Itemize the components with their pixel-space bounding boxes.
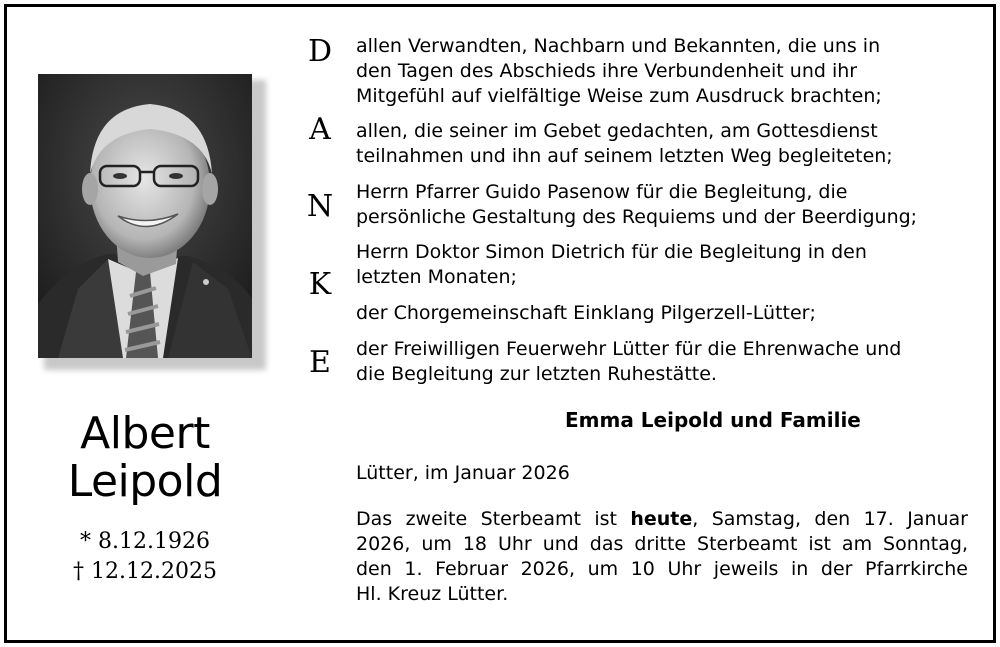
death-date: † 12.12.2025 — [73, 559, 217, 584]
place-date: Lütter, im Januar 2026 — [356, 462, 570, 484]
danke-letter-a: A — [309, 112, 331, 147]
thanks-line: der Chorgemeinschaft Einklang Pilgerzell-Lütter; — [356, 302, 816, 324]
thanks-line: der Freiwilligen Feuerwehr Lütter für die Ehrenwache und — [356, 338, 902, 360]
thanks-line: allen Verwandten, Nachbarn und Bekannten, die uns in — [356, 35, 881, 57]
thanks-line: teilnahmen und ihn auf seinem letzten Weg begleiteten; — [356, 145, 893, 167]
notice-emphasis: heute — [630, 508, 693, 530]
notice-text: Das zweite Sterbeamt ist — [356, 508, 631, 530]
deceased-last-name: Leipold — [67, 456, 223, 507]
thanks-line: Mitgefühl auf vielfältige Weise zum Ausdruck brachten; — [356, 85, 882, 107]
service-notice — [356, 507, 968, 607]
thanks-line: Herrn Doktor Simon Dietrich für die Begleitung in den — [356, 241, 867, 263]
thanks-line: den Tagen des Abschieds ihre Verbundenheit und ihr — [356, 60, 858, 82]
deceased-first-name: Albert — [80, 408, 210, 459]
notice-line: Hl. Kreuz Lütter. — [356, 583, 509, 605]
notice-line: den 1. Februar 2026, um 10 Uhr jeweils in der Pfarrkirche — [356, 558, 968, 580]
danke-letter-k: K — [308, 267, 332, 302]
birth-date: * 8.12.1926 — [80, 529, 210, 554]
thanks-line: die Begleitung zur letzten Ruhestätte. — [356, 363, 717, 385]
portrait-photo — [38, 74, 252, 358]
thanks-line: allen, die seiner im Gebet gedachten, am Gottesdienst — [356, 120, 878, 142]
signature: Emma Leipold und Familie — [565, 408, 861, 432]
danke-letter-e: E — [309, 345, 331, 380]
danke-letter-d: D — [307, 34, 333, 69]
notice-line: 2026, um 18 Uhr und das dritte Sterbeamt ist am Sonntag, — [356, 533, 968, 555]
thanks-line: letzten Monaten; — [356, 266, 517, 288]
danke-letter-n: N — [306, 189, 334, 224]
thanks-line: persönliche Gestaltung des Requiems und der Beerdigung; — [356, 206, 918, 228]
notice-text: , Samstag, den 17. Januar — [692, 508, 968, 530]
thanks-line: Herrn Pfarrer Guido Pasenow für die Begleitung, die — [356, 181, 848, 203]
notice-line — [356, 507, 968, 532]
